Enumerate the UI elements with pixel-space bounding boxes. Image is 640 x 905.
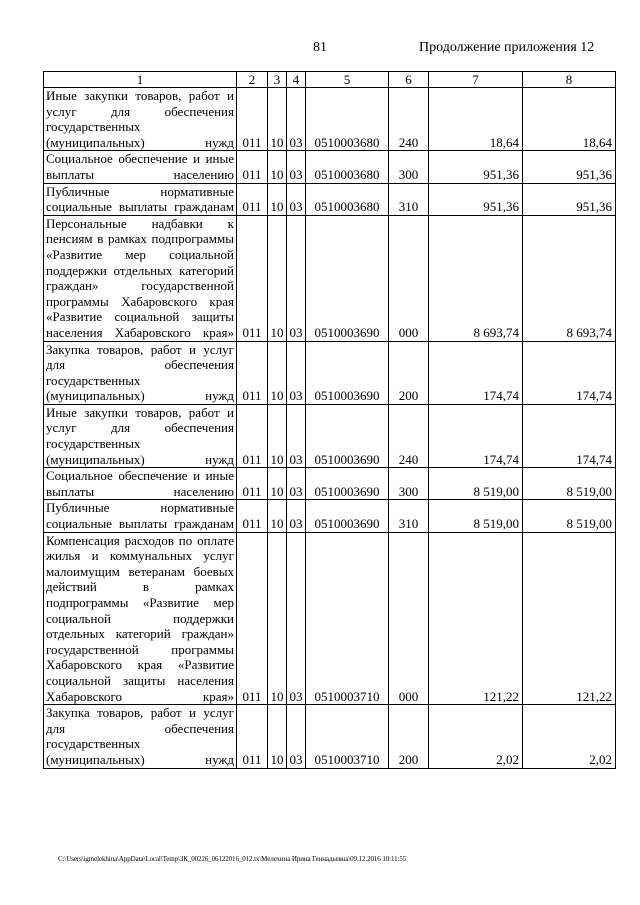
ministry-code-cell: 011	[237, 500, 268, 532]
section-cell: 10	[268, 468, 287, 500]
table-row	[44, 404, 616, 467]
column-header: 1	[44, 72, 237, 88]
amount-cell: 8 519,00	[429, 500, 523, 532]
row-name-cell: Публичные нормативные социальные выплаты гражданам	[44, 183, 237, 215]
subsection-cell: 03	[287, 215, 306, 341]
section-cell: 10	[268, 183, 287, 215]
continuation-label: Продолжение приложения 12	[419, 40, 595, 55]
expense-type-cell: 300	[389, 468, 429, 500]
amount-cell: 951,36	[429, 183, 523, 215]
expense-type-cell: 310	[389, 183, 429, 215]
row-name-cell: Закупка товаров, работ и услуг для обеспечения государственных (муниципальных) нужд	[44, 341, 237, 404]
target-article-cell: 0510003680	[306, 183, 389, 215]
table-row	[44, 705, 616, 768]
ministry-code-cell: 011	[237, 183, 268, 215]
budget-table	[43, 71, 616, 769]
section-cell: 10	[268, 88, 287, 151]
row-name-cell: Персональные надбавки к пенсиям в рамках подпрограммы «Развитие мер социальной поддержки отдельных категорий граждан» государственной программы Хабаровского края «Развитие социальной защиты населения Хабаровского края»	[44, 215, 237, 341]
column-header: 5	[306, 72, 389, 88]
section-cell: 10	[268, 341, 287, 404]
amount-cell: 18,64	[429, 88, 523, 151]
table-header-row	[44, 72, 616, 88]
ministry-code-cell: 011	[237, 215, 268, 341]
table-row	[44, 532, 616, 705]
amount-cell: 174,74	[429, 341, 523, 404]
subsection-cell: 03	[287, 341, 306, 404]
amount-total-cell: 174,74	[523, 341, 616, 404]
expense-type-cell: 310	[389, 500, 429, 532]
subsection-cell: 03	[287, 705, 306, 768]
column-header: 7	[429, 72, 523, 88]
column-header: 4	[287, 72, 306, 88]
row-name-cell: Компенсация расходов по оплате жилья и коммунальных услуг малоимущим ветеранам боевых действий в рамках подпрограммы «Развитие мер социальной поддержки отдельных категорий граждан» государственной программы Хабаровского края «Развитие социальной защиты населения Хабаровского края»	[44, 532, 237, 705]
row-name-cell: Иные закупки товаров, работ и услуг для обеспечения государственных (муниципальных) нужд	[44, 404, 237, 467]
ministry-code-cell: 011	[237, 532, 268, 705]
section-cell: 10	[268, 215, 287, 341]
expense-type-cell: 000	[389, 532, 429, 705]
table-row	[44, 341, 616, 404]
subsection-cell: 03	[287, 468, 306, 500]
table-row	[44, 500, 616, 532]
target-article-cell: 0510003680	[306, 151, 389, 183]
amount-total-cell: 951,36	[523, 183, 616, 215]
table-row	[44, 88, 616, 151]
table-row	[44, 468, 616, 500]
table-row	[44, 151, 616, 183]
amount-cell: 8 693,74	[429, 215, 523, 341]
subsection-cell: 03	[287, 532, 306, 705]
expense-type-cell: 240	[389, 404, 429, 467]
row-name-cell: Публичные нормативные социальные выплаты гражданам	[44, 500, 237, 532]
ministry-code-cell: 011	[237, 151, 268, 183]
row-name-cell: Социальное обеспечение и иные выплаты населению	[44, 151, 237, 183]
target-article-cell: 0510003690	[306, 215, 389, 341]
amount-cell: 2,02	[429, 705, 523, 768]
target-article-cell: 0510003690	[306, 404, 389, 467]
file-path-footer: C:\Users\igmelekhina\AppData\Local\Temp\ЗК_00226_06122016_012.tx\Мелехина Ирина Геннадьевна\09.12.2016 10:11:55	[58, 855, 407, 863]
amount-total-cell: 8 519,00	[523, 468, 616, 500]
section-cell: 10	[268, 532, 287, 705]
amount-cell: 8 519,00	[429, 468, 523, 500]
subsection-cell: 03	[287, 183, 306, 215]
expense-type-cell: 200	[389, 341, 429, 404]
target-article-cell: 0510003690	[306, 468, 389, 500]
target-article-cell: 0510003680	[306, 88, 389, 151]
amount-cell: 174,74	[429, 404, 523, 467]
amount-cell: 121,22	[429, 532, 523, 705]
row-name-cell: Закупка товаров, работ и услуг для обеспечения государственных (муниципальных) нужд	[44, 705, 237, 768]
section-cell: 10	[268, 404, 287, 467]
column-header: 6	[389, 72, 429, 88]
section-cell: 10	[268, 500, 287, 532]
section-cell: 10	[268, 705, 287, 768]
column-header: 2	[237, 72, 268, 88]
expense-type-cell: 240	[389, 88, 429, 151]
amount-total-cell: 8 519,00	[523, 500, 616, 532]
row-name-cell: Иные закупки товаров, работ и услуг для обеспечения государственных (муниципальных) нужд	[44, 88, 237, 151]
column-header: 3	[268, 72, 287, 88]
amount-total-cell: 8 693,74	[523, 215, 616, 341]
expense-type-cell: 200	[389, 705, 429, 768]
amount-total-cell: 174,74	[523, 404, 616, 467]
amount-total-cell: 2,02	[523, 705, 616, 768]
subsection-cell: 03	[287, 500, 306, 532]
amount-total-cell: 951,36	[523, 151, 616, 183]
subsection-cell: 03	[287, 404, 306, 467]
target-article-cell: 0510003710	[306, 532, 389, 705]
target-article-cell: 0510003690	[306, 500, 389, 532]
row-name-cell: Социальное обеспечение и иные выплаты населению	[44, 468, 237, 500]
ministry-code-cell: 011	[237, 88, 268, 151]
table-row	[44, 183, 616, 215]
target-article-cell: 0510003710	[306, 705, 389, 768]
expense-type-cell: 300	[389, 151, 429, 183]
ministry-code-cell: 011	[237, 404, 268, 467]
expense-type-cell: 000	[389, 215, 429, 341]
target-article-cell: 0510003690	[306, 341, 389, 404]
amount-cell: 951,36	[429, 151, 523, 183]
ministry-code-cell: 011	[237, 341, 268, 404]
subsection-cell: 03	[287, 88, 306, 151]
ministry-code-cell: 011	[237, 705, 268, 768]
amount-total-cell: 18,64	[523, 88, 616, 151]
subsection-cell: 03	[287, 151, 306, 183]
section-cell: 10	[268, 151, 287, 183]
page-number: 81	[313, 40, 327, 55]
table-row	[44, 215, 616, 341]
ministry-code-cell: 011	[237, 468, 268, 500]
column-header: 8	[523, 72, 616, 88]
amount-total-cell: 121,22	[523, 532, 616, 705]
